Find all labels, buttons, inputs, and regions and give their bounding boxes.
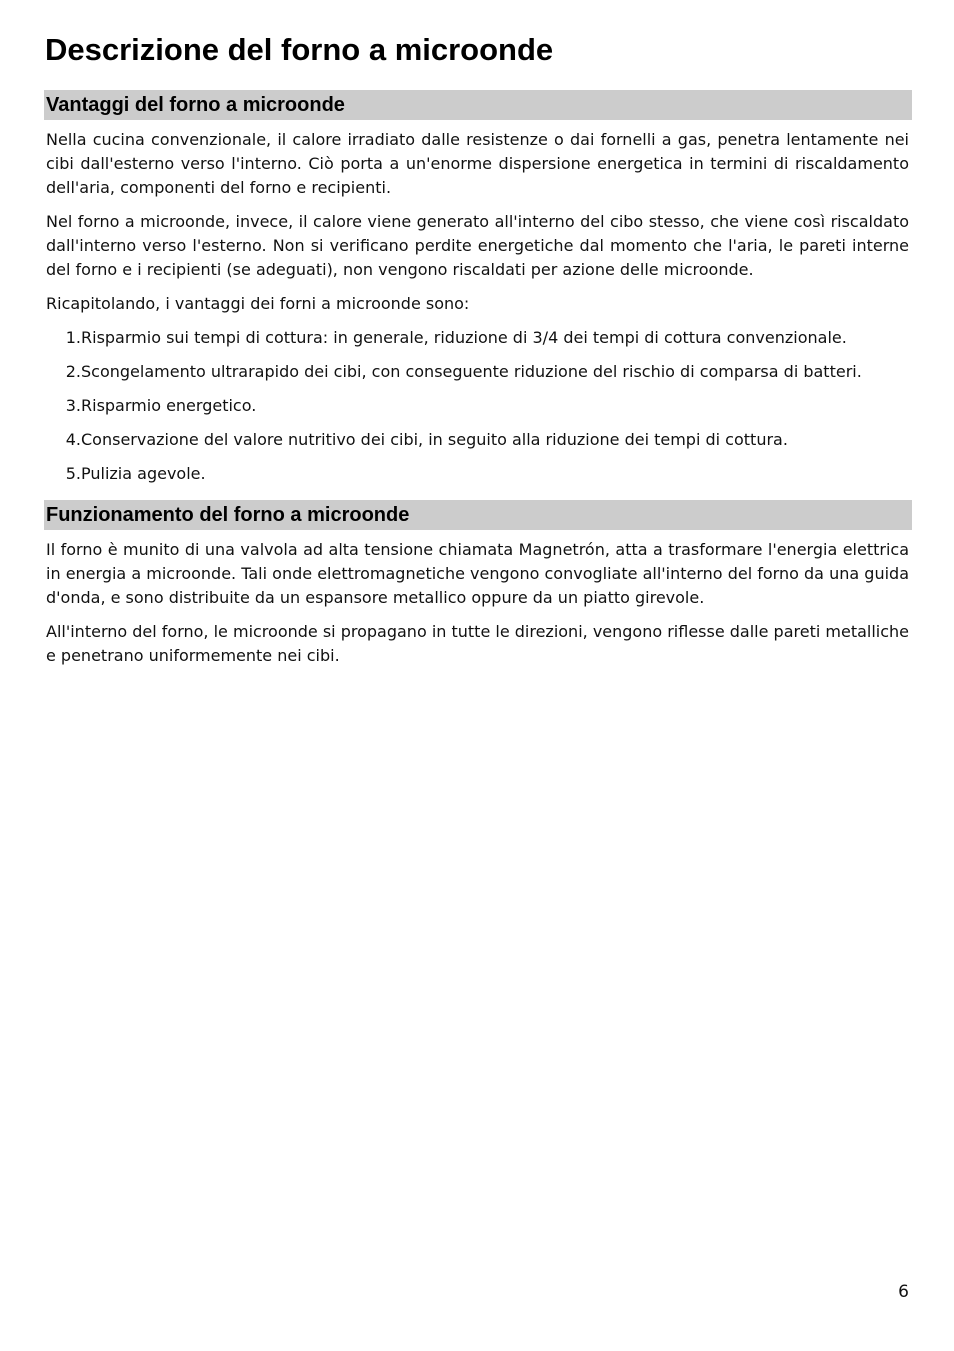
list-item-text: Pulizia agevole. [81,464,206,483]
list-item-number: 2. [65,362,81,381]
list-item [44,428,912,452]
paragraph-magnetron: Il forno è munito di una valvola ad alta tensione chiamata Magnetrón, atta a trasformare l'energia elettrica in energia a microonde. Tali onde elettromagnetiche vengono convogliate all'interno del forno da una guida d'onda, e sono distribuite da un espansore metallico oppure da un piatto girevole. [46,540,909,607]
list-item-number: 1. [65,328,81,347]
list-item [44,326,912,350]
advantages-list [44,326,912,486]
list-item-number: 3. [65,396,81,415]
list-item [44,462,912,486]
list-item-text: Conservazione del valore nutritivo dei cibi, in seguito alla riduzione dei tempi di cottura. [81,430,788,449]
page-number: 6 [898,1282,909,1302]
section-heading-operation: Funzionamento del forno a microonde [44,500,912,530]
list-item-number: 4. [65,430,81,449]
list-item [44,360,912,384]
document-page [44,30,912,678]
paragraph-microwave-heating: Nel forno a microonde, invece, il calore viene generato all'interno del cibo stesso, che viene così riscaldato dall'interno verso l'esterno. Non si verificano perdite energetiche dal momento che l'aria, le pareti interne del forno e i recipienti (se adeguati), non vengono riscaldati per azione delle microonde. [46,212,909,279]
list-item [44,394,912,418]
page-title: Descrizione del forno a microonde [45,32,554,67]
section-heading-advantages: Vantaggi del forno a microonde [44,90,912,120]
list-item-text: Risparmio energetico. [81,396,257,415]
list-item-text: Risparmio sui tempi di cottura: in generale, riduzione di 3/4 dei tempi di cottura convenzionale. [81,328,847,347]
section-operation [44,500,912,668]
list-item-number: 5. [65,464,81,483]
paragraph-propagation: All'interno del forno, le microonde si propagano in tutte le direzioni, vengono riflesse dalle pareti metalliche e penetrano uniformemente nei cibi. [46,622,910,665]
paragraph-advantages-intro: Ricapitolando, i vantaggi dei forni a microonde sono: [46,294,470,313]
list-item-text: Scongelamento ultrarapido dei cibi, con conseguente riduzione del rischio di comparsa di batteri. [81,362,862,381]
paragraph-conventional-cooking: Nella cucina convenzionale, il calore irradiato dalle resistenze o dai fornelli a gas, penetra lentamente nei cibi dall'esterno verso l'interno. Ciò porta a un'enorme dispersione energetica in termini di riscaldamento dell'aria, componenti del forno e recipienti. [46,130,909,197]
section-advantages [44,90,912,486]
